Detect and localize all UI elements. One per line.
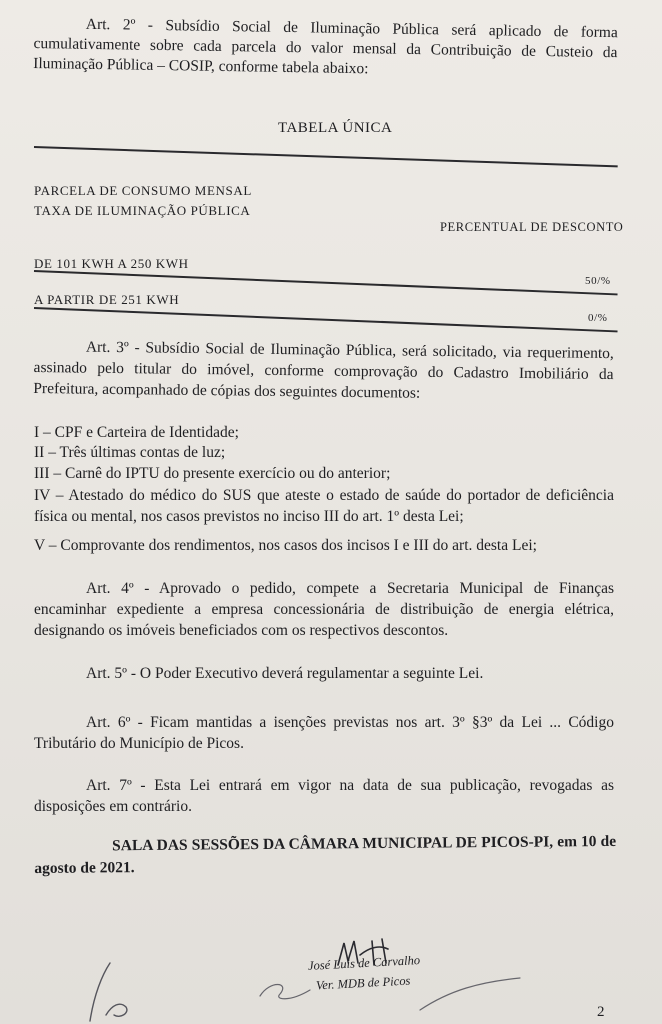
signature-role: Ver. MDB de Picos [315,973,411,993]
table-top-rule [34,146,618,167]
table-header-discount: PERCENTUAL DE DESCONTO [440,220,624,234]
table-row-2-range: A PARTIR DE 251 KWH [34,292,180,307]
pen-stroke-right [250,960,530,1024]
article-7: Art. 7º - Esta Lei entrará em vigor na data de sua publicação, revogadas as disposições em contrário. [34,777,614,815]
table-title: TABELA ÚNICA [278,120,393,136]
article-4: Art. 4º - Aprovado o pedido, compete a Secretaria Municipal de Finanças encaminhar expediente a empresa concessionária de distribuição de energia elétrica, designando os imóveis beneficiados com os respectivos descontos. [34,580,614,639]
pen-stroke-left [80,955,170,1024]
closing-statement: SALA DAS SESSÕES DA CÂMARA MUNICIPAL DE PICOS-PI, em 10 de agosto de 2021. [34,832,617,877]
article-2: Art. 2º - Subsídio Social de Iluminação Pública será aplicado de forma cumulativamente sobre cada parcela do valor mensal da Contribuição de Custeio da Iluminação Pública – COSIP, conforme tabela abaixo: [33,15,618,78]
table-row-1-range: DE 101 KWH A 250 KWH [34,256,189,271]
article-6: Art. 6º - Ficam mantidas a isenções previstas nos art. 3º §3º da Lei ... Código Tributário do Município de Picos. [34,714,614,752]
document-item-5: V – Comprovante dos rendimentos, nos casos dos incisos I e III do art. desta Lei; [34,537,537,554]
page-number: 2 [597,1004,605,1020]
article-5: Art. 5º - O Poder Executivo deverá regulamentar a seguinte Lei. [86,665,484,682]
article-3: Art. 3º - Subsídio Social de Iluminação Pública, será solicitado, via requerimento, assinado pelo titular do imóvel, conforme comprovação do Cadastro Imobiliário da Prefeitura, acompanhado de cópias dos seguintes documentos: [33,338,614,402]
table-row-2-discount: 0/% [588,312,608,324]
table-row-2-rule [34,307,618,332]
document-item-2: II – Três últimas contas de luz; [34,444,226,461]
table-header-tax: TAXA DE ILUMINAÇÃO PÚBLICA [34,203,251,218]
document-item-3: III – Carnê do IPTU do presente exercício ou do anterior; [34,465,391,482]
signature-name: José Luis de Carvalho [307,953,421,973]
table-row-1-discount: 50/% [585,275,611,287]
table-header-consumption: PARCELA DE CONSUMO MENSAL [34,183,252,198]
document-item-1: I – CPF e Carteira de Identidade; [34,424,239,441]
document-item-4: IV – Atestado do médico do SUS que ateste o estado de saúde do portador de deficiência física ou mental, nos casos previstos no inciso III do art. 1º desta Lei; [34,487,614,525]
